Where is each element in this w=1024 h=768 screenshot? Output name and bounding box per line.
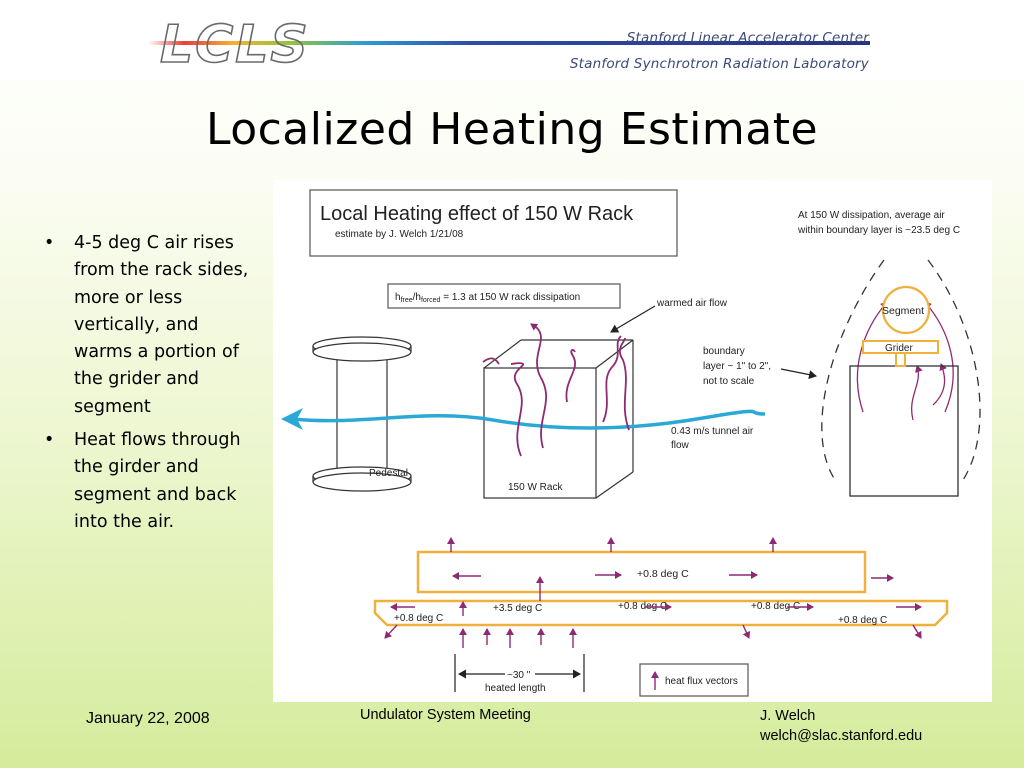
logo-text: LCLS [160, 15, 310, 75]
footer-author [760, 706, 922, 746]
heated-length-value: ~30 " [507, 670, 531, 681]
heating-diagram [273, 180, 992, 702]
footer-author-email: welch@slac.stanford.edu [760, 728, 923, 744]
boundary-note-2: layer ~ 1" to 2", [703, 361, 771, 372]
bullet-text: Heat flows through the girder and segment and back into the air. [74, 430, 241, 532]
warmed-air-pointer [611, 306, 655, 332]
segment-label: Segment [882, 305, 925, 317]
girder-temp-right: +0.8 deg C [751, 601, 801, 612]
bullet-list [44, 230, 254, 542]
bullet-item [44, 230, 254, 421]
boundary-note-3: not to scale [703, 376, 755, 387]
ratio-label: $h_{free}/h_{forced} = 1.3$ at 150 W rack dissipation [395, 292, 581, 304]
warmed-air-label: warmed air flow [657, 298, 728, 309]
bullet-text: 4-5 deg C air rises from the rack sides, more or less vertically, and warms a portion of the grider and segment [74, 233, 249, 417]
girder-temp-mid: +0.8 deg C [618, 601, 668, 612]
slide-title: Localized Heating Estimate [205, 104, 819, 155]
footer-meeting: Undulator System Meeting [360, 707, 531, 723]
girder-temp-left: +0.8 deg C [394, 613, 444, 624]
girder-temp-center: +3.5 deg C [493, 603, 543, 614]
bullet-dot-icon: • [44, 233, 55, 253]
bullet-item [44, 427, 254, 536]
boundary-note-1: boundary [703, 346, 745, 357]
pedestal-label: Pedestal [369, 468, 408, 479]
figure-subtitle: estimate by J. Welch 1/21/08 [335, 229, 464, 240]
boundary-pointer [781, 369, 816, 376]
figure-title: Local Heating effect of 150 W Rack [320, 203, 634, 225]
tunnel-air-label-2: flow [671, 440, 689, 451]
footer-date: January 22, 2008 [86, 710, 210, 727]
grider-label: Grider [885, 343, 913, 354]
org-line-slac: Stanford Linear Accelerator Center [626, 30, 869, 46]
dissipation-note-2: within boundary layer is ~23.5 deg C [798, 225, 961, 236]
bullet-dot-icon: • [44, 430, 55, 451]
heated-length-label: heated length [485, 683, 546, 694]
header-banner [0, 0, 1024, 80]
girder-temp-far-right: +0.8 deg C [838, 615, 888, 626]
lcls-logo [0, 0, 1024, 80]
segment-temp: +0.8 deg C [637, 568, 689, 580]
footer-author-name: J. Welch [760, 708, 816, 724]
rack [484, 340, 633, 498]
legend-label: heat flux vectors [665, 676, 738, 687]
rack-label: 150 W Rack [508, 482, 563, 493]
dissipation-note-1: At 150 W dissipation, average air [798, 210, 945, 221]
org-line-ssrl: Stanford Synchrotron Radiation Laboratory [569, 56, 869, 72]
tunnel-air-label-1: 0.43 m/s tunnel air [671, 426, 754, 437]
cross-section [822, 260, 980, 496]
